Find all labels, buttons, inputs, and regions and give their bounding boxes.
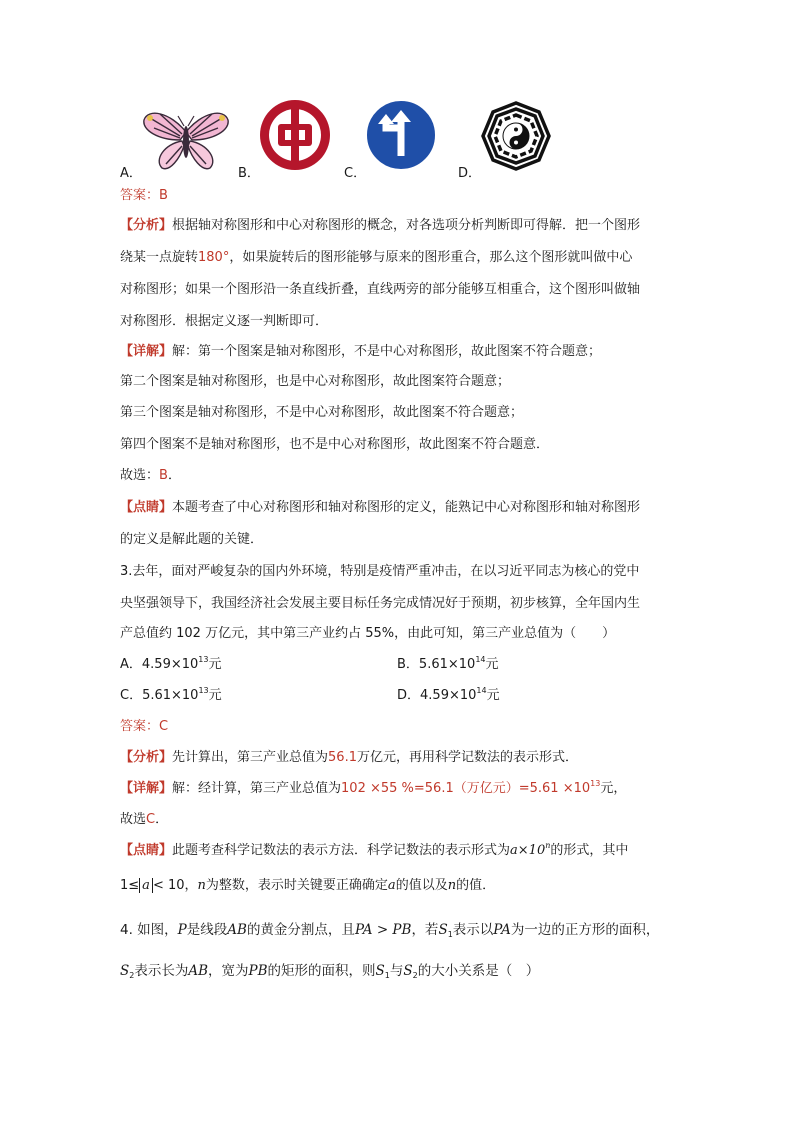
q3-stem-line-1: 3.去年，面对严峻复杂的国内外环境，特别是疫情严重冲击，在以习近平同志为核心的党中	[120, 564, 640, 579]
q4-stem-line-2: $S_2$表示长为AB，宽为PB的矩形的面积，则$S_1$与$S_2$的大小关系是（ ）	[120, 963, 540, 980]
straight-or-left-turn-sign-icon	[364, 98, 438, 172]
option-a-label: A．	[120, 166, 142, 181]
q2-analysis-line-1: 【分析】根据轴对称图形和中心对称图形的概念，对各选项分析判断即可得解．把一个图形	[120, 218, 641, 233]
q3-option-b: B．$5.61\times 10^{14}$元	[397, 655, 499, 672]
option-b-label: B．	[238, 166, 260, 181]
q3-option-c: C．$5.61\times 10^{13}$元	[120, 686, 222, 703]
q3-answer: 答案：C	[120, 719, 169, 734]
q2-analysis-line-4: 对称图形．根据定义逐一判断即可．	[120, 314, 329, 329]
q3-comment-line-2: 1≤ a < 10，n为整数，表示时关键要正确确定a的值以及n的值．	[120, 878, 496, 893]
q3-comment-line-1: 【点睛】此题考查科学记数法的表示方法．科学记数法的表示形式为$a\times 10^n$的形式，其中	[120, 841, 629, 858]
q3-stem-line-3: 产总值约 102 万亿元，其中第三产业约占 55%，由此可知，第三产业总值为（ ）	[120, 626, 616, 641]
option-d-label: D．	[458, 166, 482, 181]
q2-detail-line-1: 【详解】解：第一个图案是轴对称图形，不是中心对称图形，故此图案不符合题意；	[120, 344, 602, 359]
q3-stem-line-2: 央坚强领导下，我国经济社会发展主要目标任务完成情况好于预期，初步核算，全年国内生	[120, 596, 641, 611]
q2-comment-line-1: 【点睛】本题考查了中心对称图形和轴对称图形的定义，能熟记中心对称图形和轴对称图形	[120, 500, 641, 515]
q4-stem-line-1: 4. 如图，P是线段AB的黄金分割点，且PA > PB，若$S_1$表示以PA为一边的正方形的面积，	[120, 922, 660, 939]
q2-answer: 答案：B	[120, 188, 168, 203]
butterfly-icon	[140, 110, 232, 172]
option-c-label: C．	[344, 166, 367, 181]
q2-choose: 故选：B．	[120, 468, 181, 483]
q3-analysis: 【分析】先计算出，第三产业总值为56.1万亿元，再用科学记数法的表示形式．	[120, 750, 578, 765]
q3-option-a: A．$4.59\times 10^{13}$元	[120, 655, 222, 672]
q3-detail: 【详解】解：经计算，第三产业总值为102 ×55 %=56.1（万亿元）$=5.61 \times 10^{13}$元，	[120, 779, 627, 796]
q2-detail-line-4: 第四个图案不是轴对称图形，也不是中心对称图形，故此图案不符合题意．	[120, 437, 550, 452]
q2-detail-line-3: 第三个图案是轴对称图形，不是中心对称图形，故此图案不符合题意；	[120, 405, 524, 420]
q3-choose: 故选C．	[120, 812, 169, 827]
bank-of-china-logo-icon	[258, 98, 332, 172]
q2-detail-line-2: 第二个图案是轴对称图形，也是中心对称图形，故此图案符合题意；	[120, 374, 511, 389]
q2-analysis-line-3: 对称图形；如果一个图形沿一条直线折叠，直线两旁的部分能够互相重合，这个图形叫做轴	[120, 282, 641, 297]
q2-comment-line-2: 的定义是解此题的关键．	[120, 532, 264, 547]
yin-yang-bagua-icon	[480, 100, 552, 172]
q2-analysis-line-2: 绕某一点旋转180°，如果旋转后的图形能够与原来的图形重合，那么这个图形就叫做中心	[120, 250, 633, 265]
q3-option-d: D．$4.59\times 10^{14}$元	[397, 686, 500, 703]
